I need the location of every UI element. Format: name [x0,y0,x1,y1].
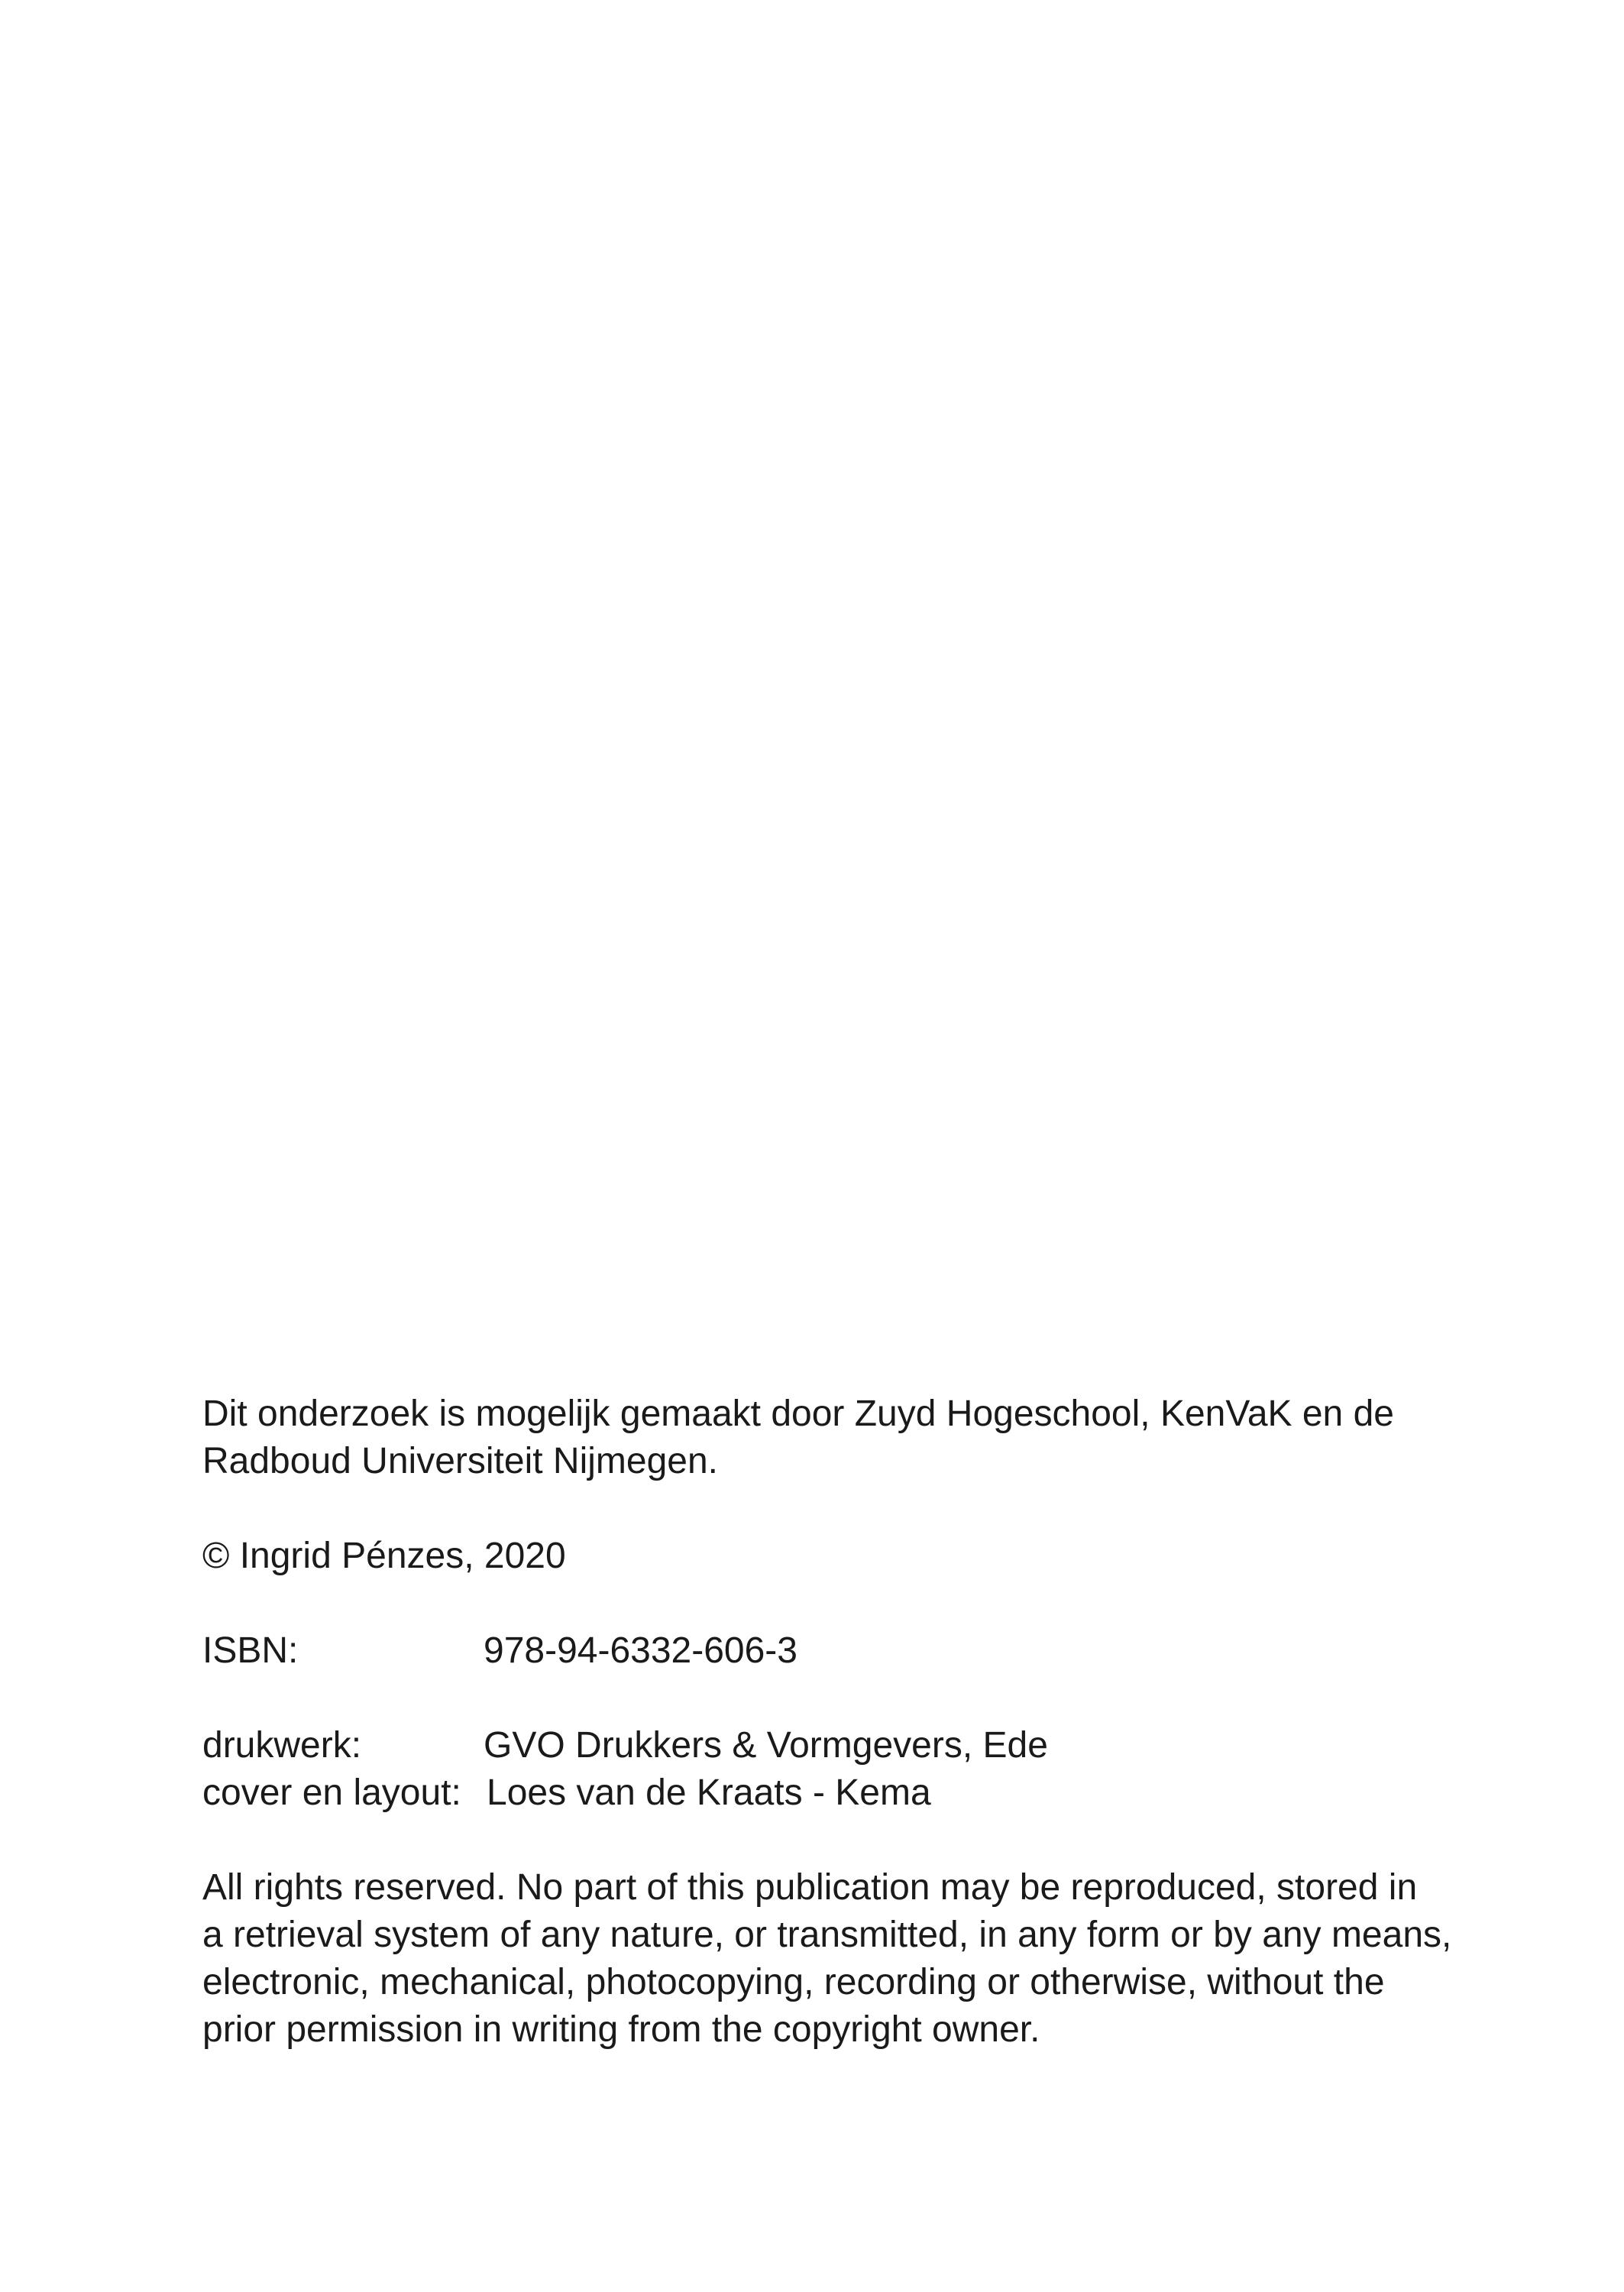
rights-statement-line: a retrieval system of any nature, or transmitted, in any form or by any means, [202,1915,1452,1955]
funding-statement-line: Radboud Universiteit Nijmegen. [202,1441,718,1481]
funding-statement-line: Dit onderzoek is mogelijk gemaakt door Zuyd Hogeschool, KenVaK en de [202,1394,1394,1434]
rights-statement [202,1864,1455,2054]
isbn-label: ISBN: [202,1630,299,1671]
print-label: drukwerk: [202,1725,362,1766]
funding-statement [202,1390,1455,1485]
copyright-notice: © Ingrid Pénzes, 2020 [202,1536,566,1576]
print-row [202,1722,1455,1769]
isbn-value: 978-94-6332-606-3 [484,1630,797,1671]
credits [202,1722,1455,1817]
rights-statement-line: prior permission in writing from the copyright owner. [202,2009,1040,2050]
design-row [202,1769,1455,1817]
rights-statement-line: electronic, mechanical, photocopying, recording or otherwise, without the [202,1962,1385,2002]
print-value: GVO Drukkers & Vormgevers, Ede [484,1725,1048,1766]
isbn-row [202,1627,1455,1675]
rights-statement-line: All rights reserved. No part of this publication may be reproduced, stored in [202,1867,1418,1908]
colophon-block [202,1390,1455,2054]
design-value: Loes van de Kraats - Kema [487,1772,931,1813]
design-label: cover en layout: [202,1772,461,1813]
